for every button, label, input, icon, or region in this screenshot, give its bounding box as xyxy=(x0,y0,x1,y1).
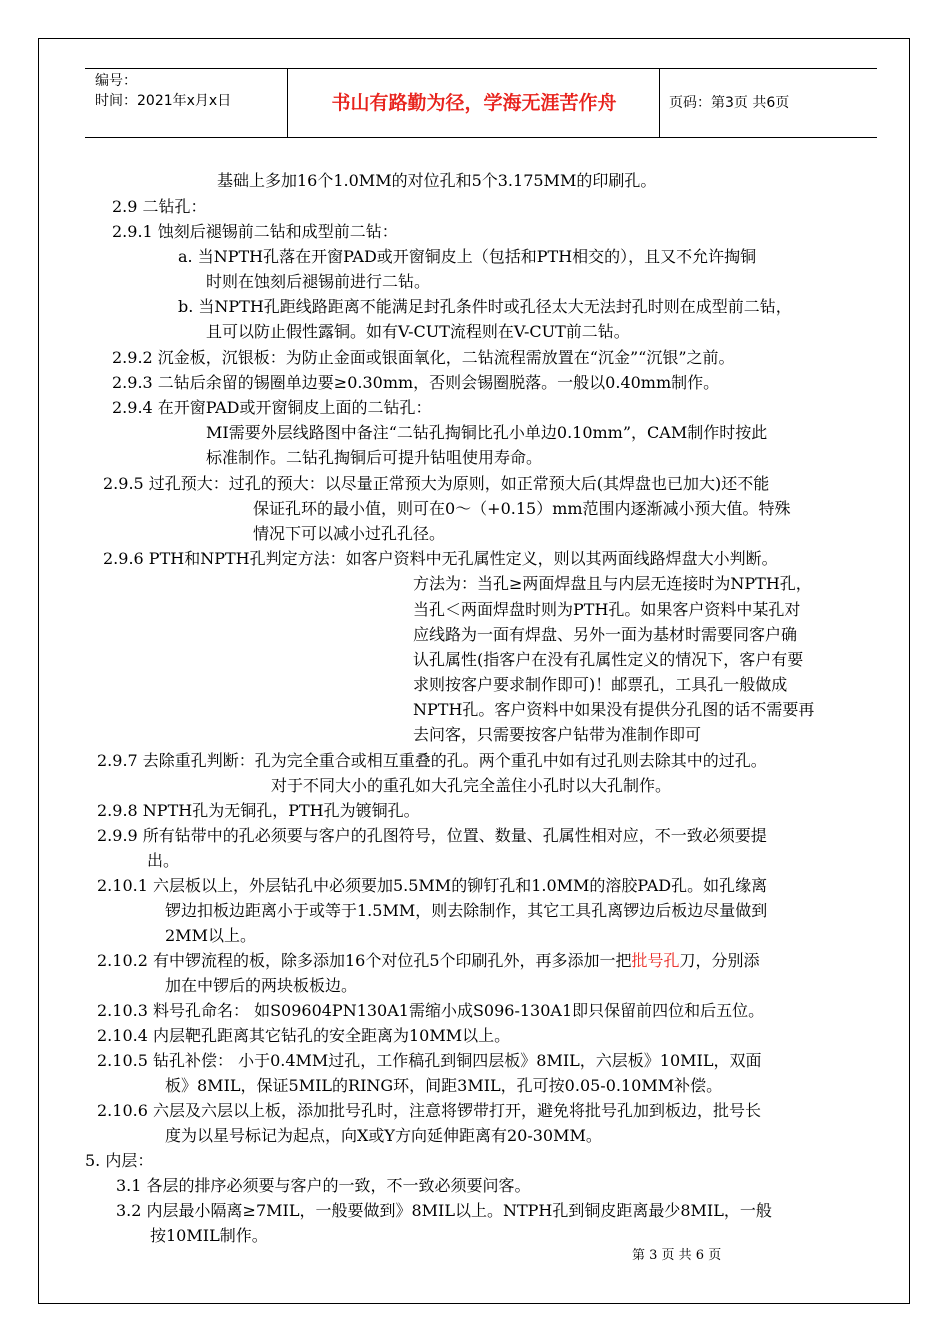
body-line: 2.9.2 沉金板，沉银板：为防止金面或银面氧化，二钻流程需放置在“沉金”“沉银”之前。 xyxy=(112,348,735,367)
body-line: 2.9.6 PTH和NPTH孔判定方法：如客户资料中无孔属性定义，则以其两面线路焊盘大小判断。 xyxy=(103,549,778,568)
body-line: 且可以防止假性露铜。如有V-CUT流程则在V-CUT前二钻。 xyxy=(206,322,630,341)
body-line: 2.9.9 所有钻带中的孔必须要与客户的孔图符号，位置、数量、孔属性相对应，不一致必须要提 xyxy=(97,826,767,845)
header-motto: 书山有路勤为径，学海无涯苦作舟 xyxy=(331,92,617,114)
section-heading: 5. 内层： xyxy=(85,1151,154,1170)
body-line: 保证孔环的最小值，则可在0～（+0.15）mm范围内逐渐减小预大值。特殊 xyxy=(253,499,791,518)
header-page-number: 页码：第3页 共6页 xyxy=(669,95,790,111)
body-line: 度为以星号标记为起点，向X或Y方向延伸距离有20-30MM。 xyxy=(165,1126,602,1145)
body-line: 2.9.4 在开窗PAD或开窗铜皮上面的二钻孔： xyxy=(112,398,432,417)
body-line: 应线路为一面有焊盘、另外一面为基材时需要同客户确 xyxy=(413,625,798,644)
body-line: 出。 xyxy=(147,851,180,870)
body-line: 加在中锣后的两块板板边。 xyxy=(165,976,358,995)
body-line: 2.10.3 料号孔命名： 如S09604PN130A1需缩小成S096-130A1即只保留前四位和后五位。 xyxy=(97,1001,765,1020)
page-footer: 第 3 页 共 6 页 xyxy=(632,1248,722,1263)
body-line: b. 当NPTH孔距线路距离不能满足封孔条件时或孔径太大无法封孔时则在成型前二钻， xyxy=(178,297,792,316)
header-info xyxy=(95,71,285,111)
body-line: 对于不同大小的重孔如大孔完全盖住小孔时以大孔制作。 xyxy=(271,776,672,795)
body-line: 2.10.5 钻孔补偿： 小于0.4MM过孔，工作稿孔到铜四层板》8MIL，六层板》10MIL，双面 xyxy=(97,1051,762,1070)
body-line: 2.9.3 二钻后余留的锡圈单边要≥0.30mm，否则会锡圈脱落。一般以0.40mm制作。 xyxy=(112,373,720,392)
line-text: 刀，分别添 xyxy=(679,951,760,970)
line-text: 2.10.2 有中锣流程的板，除多添加16个对位孔5个印刷孔外，再多添加一把 xyxy=(97,951,632,970)
body-line: 2.10.1 六层板以上，外层钻孔中必须要加5.5MM的铆钉孔和1.0MM的溶胶PAD孔。如孔缘离 xyxy=(97,876,768,895)
body-line xyxy=(97,949,760,973)
section-heading: 2.9 二钻孔： xyxy=(112,197,207,216)
body-line: 去问客，只需要按客户钻带为准制作即可 xyxy=(413,725,702,744)
body-line: 2.9.5 过孔预大：过孔的预大：以尽量正常预大为原则，如正常预大后(其焊盘也已加大)还不能 xyxy=(103,474,770,493)
body-line: 锣边扣板边距离小于或等于1.5MM，则去除制作，其它工具孔离锣边后板边尽量做到 xyxy=(165,901,768,920)
body-line: 3.2 内层最小隔离≥7MIL，一般要做到》8MIL以上。NTPH孔到铜皮距离最少8MIL，一般 xyxy=(116,1201,772,1220)
body-line: 板》8MIL，保证5MIL的RING环，间距3MIL，孔可按0.05-0.10MM补偿。 xyxy=(165,1076,723,1095)
body-line: 2MM以上。 xyxy=(165,926,256,945)
page-header xyxy=(85,68,877,138)
body-line: 认孔属性(指客户在没有孔属性定义的情况下，客户有要 xyxy=(413,650,804,669)
body-line: 当孔＜两面焊盘时则为PTH孔。如果客户资料中某孔对 xyxy=(413,600,801,619)
body-line: 情况下可以减小过孔孔径。 xyxy=(253,524,446,543)
body-line: 按10MIL制作。 xyxy=(150,1226,268,1245)
highlighted-text: 批号孔 xyxy=(631,951,680,970)
body-line: 2.9.8 NPTH孔为无铜孔，PTH孔为镀铜孔。 xyxy=(97,801,420,820)
body-line: 3.1 各层的排序必须要与客户的一致，不一致必须要问客。 xyxy=(116,1176,531,1195)
body-line: a. 当NPTH孔落在开窗PAD或开窗铜皮上（包括和PTH相交的），且又不允许掏铜 xyxy=(178,247,757,266)
body-line: MI需要外层线路图中备注“二钻孔掏铜比孔小单边0.10mm”，CAM制作时按此 xyxy=(206,423,768,442)
body-line: 时则在蚀刻后褪锡前进行二钻。 xyxy=(206,272,431,291)
document-number-label: 编号： xyxy=(95,73,137,89)
body-line: 2.10.6 六层及六层以上板，添加批号孔时，注意将锣带打开，避免将批号孔加到板边，批号长 xyxy=(97,1101,761,1120)
header-divider xyxy=(287,69,288,137)
body-line: 基础上多加16个1.0MM的对位孔和5个3.175MM的印刷孔。 xyxy=(217,171,657,190)
header-divider xyxy=(659,69,660,137)
body-line: 标准制作。二钻孔掏铜后可提升钻咀使用寿命。 xyxy=(206,448,543,467)
document-time-label: 时间：2021年x月x日 xyxy=(95,93,232,109)
body-line: 2.10.4 内层靶孔距离其它钻孔的安全距离为10MM以上。 xyxy=(97,1026,511,1045)
subsection-heading: 2.9.1 蚀刻后褪锡前二钻和成型前二钻： xyxy=(112,222,398,241)
body-line: 求则按客户要求制作即可)！邮票孔，工具孔一般做成 xyxy=(413,675,788,694)
body-line: NPTH孔。客户资料中如果没有提供分孔图的话不需要再 xyxy=(413,700,815,719)
body-line: 方法为：当孔≥两面焊盘且与内层无连接时为NPTH孔， xyxy=(413,574,812,593)
body-line: 2.9.7 去除重孔判断：孔为完全重合或相互重叠的孔。两个重孔中如有过孔则去除其中的过孔。 xyxy=(97,751,767,770)
